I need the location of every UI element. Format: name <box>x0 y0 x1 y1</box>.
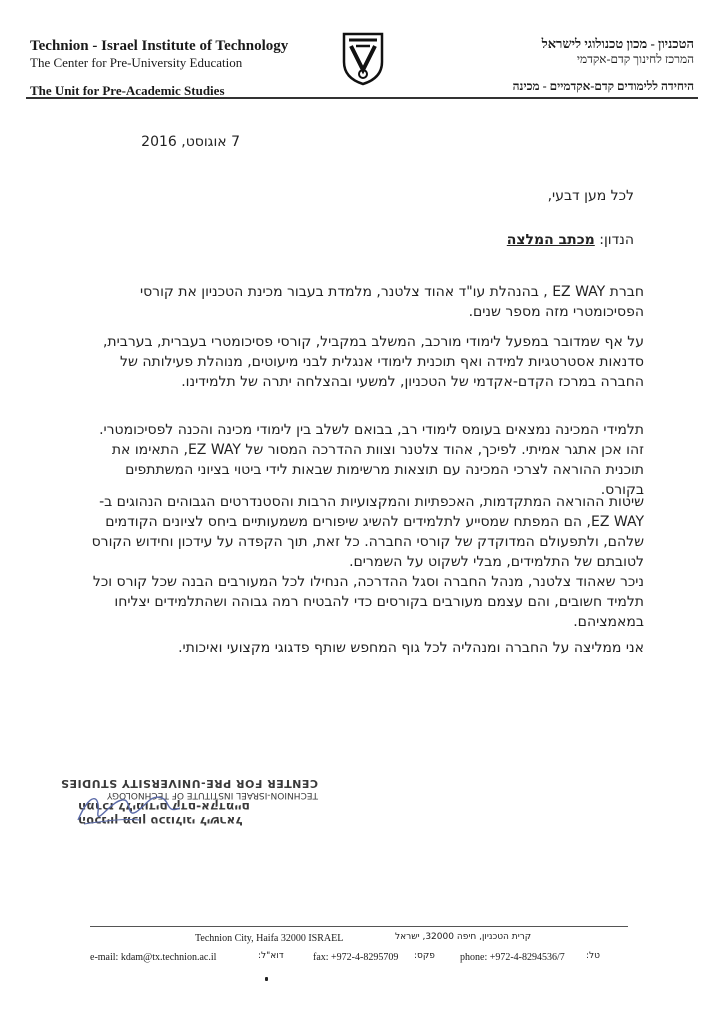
paragraph-1: חברת EZ WAY , בהנהלת עו"ד אהוד צלטנר, מלמדת בעבור מכינת הטכניון את קורסי הפסיכומטרי מזה מספר שנים. <box>139 284 644 320</box>
scan-mark <box>265 977 268 981</box>
footer-divider <box>90 926 628 927</box>
header-divider <box>26 97 698 99</box>
stamp-line-2: TECHNION-ISRAEL INSTITUTE OF TECHNOLOGY <box>106 790 318 800</box>
stamp-line-4: הטכניון מכון טכנולוגי לישראל <box>78 814 243 828</box>
paragraph-4: שיטות ההוראה המתקדמות, האכפתיות והמקצועיות הרבות והסטנדרטים הגבוהים הנהוגים ב-EZ WAY, הם המפתח שמסייע לתלמידים להשיג שיפורים משמעותיים ביחס לציונים הקודמים שלהם, ולתפעולם המדוקדק של קורסי החברה. כל זאת, תוך הקפדה על עידכון וחידוש הקורס לטובתם של התלמידים, מבלי לשקוט על השמרים. <box>91 494 644 570</box>
subject-line <box>234 232 634 248</box>
header-hebrew <box>404 36 694 94</box>
header-english <box>30 38 310 99</box>
paragraph-5: ניכר שאהוד צלטנר, מנהל החברה וסגל ההדרכה, הנחילו לכל המעורבים הבנה שכל קורס וכל תלמיד חשובים, והם עצמם מעורבים בקורסים כדי להבטיח רמה גבוהה ושהתלמידים יצליחו במאמציהם. <box>92 574 644 630</box>
paragraph-2: על אף שמדובר במפעל לימודי מורכב, המשלב במקביל, קורסי פסיכומטרי בעברית, בערבית, סדנאות אסטרטגיות למידה ואף תוכנית לימודי אנגלית לבני מיעוטים, מנוהלת פעילותה של החברה במרכז הקדם-אקדמי של הטכניון, למשעי ובהצלחה יתרה של תלמידינו. <box>102 334 644 390</box>
institution-name-he: הטכניון - מכון טכנולוגי לישראל <box>541 36 694 51</box>
signature-icon <box>70 782 190 832</box>
stamp-line-3: המרכז ללימודים קדם-אקדמיים <box>78 800 250 814</box>
footer-email: e-mail: kdam@tx.technion.ac.il <box>90 952 217 963</box>
footer-address-en: Technion City, Haifa 32000 ISRAEL <box>195 933 344 944</box>
salutation: לכל מען דבעי, <box>547 188 634 204</box>
paragraph-3: תלמידי המכינה נמצאים בעומס לימודי רב, בבואם לשלב בין לימודי מכינה והכנה לפסיכומטרי. זהו אכן אתגר אמיתי. לפיכך, אהוד צלטנר וצוות ההדרכה המסור של EZ WAY, התאימו את תוכנית ההוראה לצרכי המכינה עם תוצאות מרשימות שבאות לידי ביטוי בציוני המשתתפים בקורס. <box>99 422 644 498</box>
subject-prefix: הנדון: <box>594 232 634 248</box>
subject-title: מכתב המלצה <box>506 232 595 248</box>
stamp-line-1: CENTER FOR PRE-UNIVERSITY STUDIES <box>60 777 318 790</box>
technion-logo-icon <box>341 32 385 86</box>
center-name-en: The Center for Pre-University Education <box>30 55 243 70</box>
center-name-he: המרכז לחינוך קדם-אקדמי <box>576 52 694 66</box>
footer-email-label-he: דוא"ל: <box>258 951 284 961</box>
footer-address-he: קרית הטכניון, חיפה 32000, ישראל <box>395 932 532 942</box>
footer-phone-label-he: טל: <box>586 951 600 961</box>
unit-name-he: היחידה ללימודים קדם-אקדמיים - מכינה <box>512 79 694 93</box>
footer-fax-label-he: פקס: <box>414 951 435 961</box>
letter-date: 7 אוגוסט, 2016 <box>141 134 240 150</box>
unit-name-en: The Unit for Pre-Academic Studies <box>30 83 225 98</box>
paragraph-6: אני ממליצה על החברה ומנהליה לכל גוף המחפש שותף פדגוגי מקצועי ואיכותי. <box>178 640 644 656</box>
institution-name-en: Technion - Israel Institute of Technology <box>30 38 289 54</box>
footer-phone: phone: +972-4-8294536/7 <box>460 952 565 963</box>
footer-fax: fax: +972-4-8295709 <box>313 952 399 963</box>
